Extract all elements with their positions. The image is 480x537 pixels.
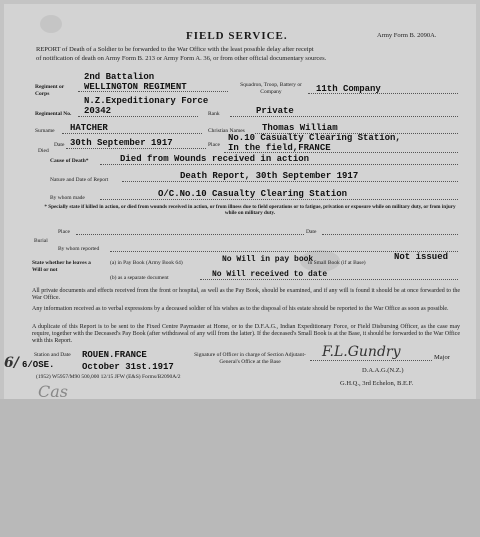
- place-entry-1: No.10 Casualty Clearing Station,: [228, 133, 401, 143]
- will-b-rule: [200, 279, 458, 280]
- report-rule: [122, 181, 458, 182]
- surname-rule: [62, 133, 202, 134]
- by-whom-rule: [100, 199, 458, 200]
- regiment-entry: WELLINGTON REGIMENT: [84, 82, 187, 92]
- intro-line-2: of notification of death on Army Form B. 213 or Army Form A. 36, or from other official documentary sources.: [36, 55, 327, 62]
- pay-book-a2-label: in Small Book (if at Base): [308, 260, 366, 266]
- company-rule: [308, 93, 458, 94]
- station-entry: ROUEN.FRANCE: [82, 350, 147, 360]
- will-a-entry: No Will in pay book: [222, 255, 314, 264]
- paragraph-3: A duplicate of this Report is to be sent to the Fixed Centre Paymaster at Home, or to the D.F.A.G., Indian Expeditionary Force, or Field Disbursing Officer, as the case may require, together with the Deceased's Pay Book (after withdrawal of any will from the latter). If the deceased's Small Book is at the Base, it should be forwarded to the War Office with this Report.: [32, 324, 460, 344]
- burial-label: Burial: [34, 238, 48, 244]
- will-b-entry: No Will received to date: [212, 270, 328, 279]
- battalion-entry: 2nd Battalion: [84, 72, 155, 82]
- footnote: * Specially state if killed in action, or died from wounds received in action, or from illness due to field operations or to fatigue, privation or exposure while on military duty, or from injury while on military duty.: [44, 204, 456, 216]
- regiment-label: Regiment or Corps: [35, 84, 65, 97]
- rank-label: Rank: [208, 111, 220, 117]
- burial-date-rule: [322, 234, 458, 235]
- regimental-no-label: Regimental No.: [35, 111, 72, 117]
- signature-label: Signature of Officer in charge of Section Adjutant-General's Office at the Base: [194, 352, 306, 365]
- place-rule: [224, 152, 458, 153]
- report-entry: Death Report, 30th September 1917: [180, 171, 359, 181]
- station-label: Station and Date: [34, 352, 71, 358]
- surname-entry: HATCHER: [70, 123, 108, 133]
- signature-rank: Major: [434, 354, 450, 361]
- regimental-no-rule: [78, 116, 198, 117]
- burial-place-label: Place: [58, 229, 70, 235]
- death-date-rule: [66, 148, 206, 149]
- christian-names-entry: Thomas William: [262, 123, 338, 133]
- force-entry: N.Z.Expeditionary Force: [84, 96, 209, 106]
- cause-label: Cause of Death*: [50, 158, 89, 164]
- burial-by-whom-label: By whom reported: [58, 246, 100, 252]
- signature: F.L.Gundry: [322, 344, 401, 360]
- company-entry: 11th Company: [316, 84, 381, 94]
- by-whom-entry: O/C.No.10 Casualty Clearing Station: [158, 189, 348, 199]
- regimental-no-entry: 20342: [84, 106, 112, 116]
- place-entry-2: In the field,FRANCE: [228, 143, 331, 153]
- pay-book-b-label: (b) as a separate document: [110, 275, 169, 281]
- christian-names-label: Christian Names: [208, 128, 245, 134]
- paragraph-2: Any information received as to verbal expressions by a deceased soldier of his wishes as to the disposal of his estate should be reported to the War Office as soon as possible.: [32, 306, 449, 312]
- nature-date-label: Nature and Date of Report: [50, 177, 109, 183]
- printer-line: (1952) W5957/M90 500,000 12/15 JFW (E&S) Forms/B2090A/2: [36, 374, 181, 380]
- burial-place-rule: [76, 234, 304, 235]
- died-label: Died: [38, 148, 49, 154]
- stain: [40, 15, 62, 33]
- cause-rule: [100, 164, 458, 165]
- place-label: Place: [208, 142, 220, 148]
- lower-margin: [0, 399, 480, 537]
- margin-ref: 6/OSE.: [22, 360, 55, 370]
- not-issued-entry: Not issued: [394, 252, 449, 262]
- paragraph-1: All private documents and effects received from the front or hospital, as well as the Pay Book, should be examined, and if any will is found it should be at once forwarded to the War Office.: [32, 288, 460, 301]
- corner-mark: Cas: [38, 382, 68, 401]
- burial-date-label: Date: [306, 229, 317, 235]
- station-date-entry: October 31st.1917: [82, 362, 174, 372]
- ghq-stamp: G.H.Q., 3rd Echelon, B.E.F.: [340, 380, 414, 387]
- intro-line-1: REPORT of Death of a Soldier to be forwarded to the War Office with the least possible delay after receipt: [36, 46, 314, 53]
- surname-label: Surname: [35, 128, 55, 134]
- regiment-rule: [78, 91, 228, 92]
- death-date-entry: 30th September 1917: [70, 138, 173, 148]
- rank-rule: [230, 116, 458, 117]
- form-number: Army Form B. 2090A.: [377, 32, 437, 39]
- rank-entry: Private: [256, 106, 294, 116]
- squadron-label: Squadron, Troop, Battery or Company: [240, 82, 302, 95]
- daag-stamp: D.A.A.G.(N.Z.): [362, 367, 404, 374]
- margin-mark: 6/: [4, 355, 19, 371]
- cause-entry: Died from Wounds received in action: [120, 154, 310, 164]
- signature-rule: [310, 360, 432, 361]
- date-label: Date: [54, 142, 65, 148]
- will-label: State whether he leaves a Will or not: [32, 260, 91, 273]
- form-title: FIELD SERVICE.: [186, 30, 288, 42]
- pay-book-a-label: (a) in Pay Book (Army Book 64): [110, 260, 183, 266]
- by-whom-label: By whom made: [50, 195, 85, 201]
